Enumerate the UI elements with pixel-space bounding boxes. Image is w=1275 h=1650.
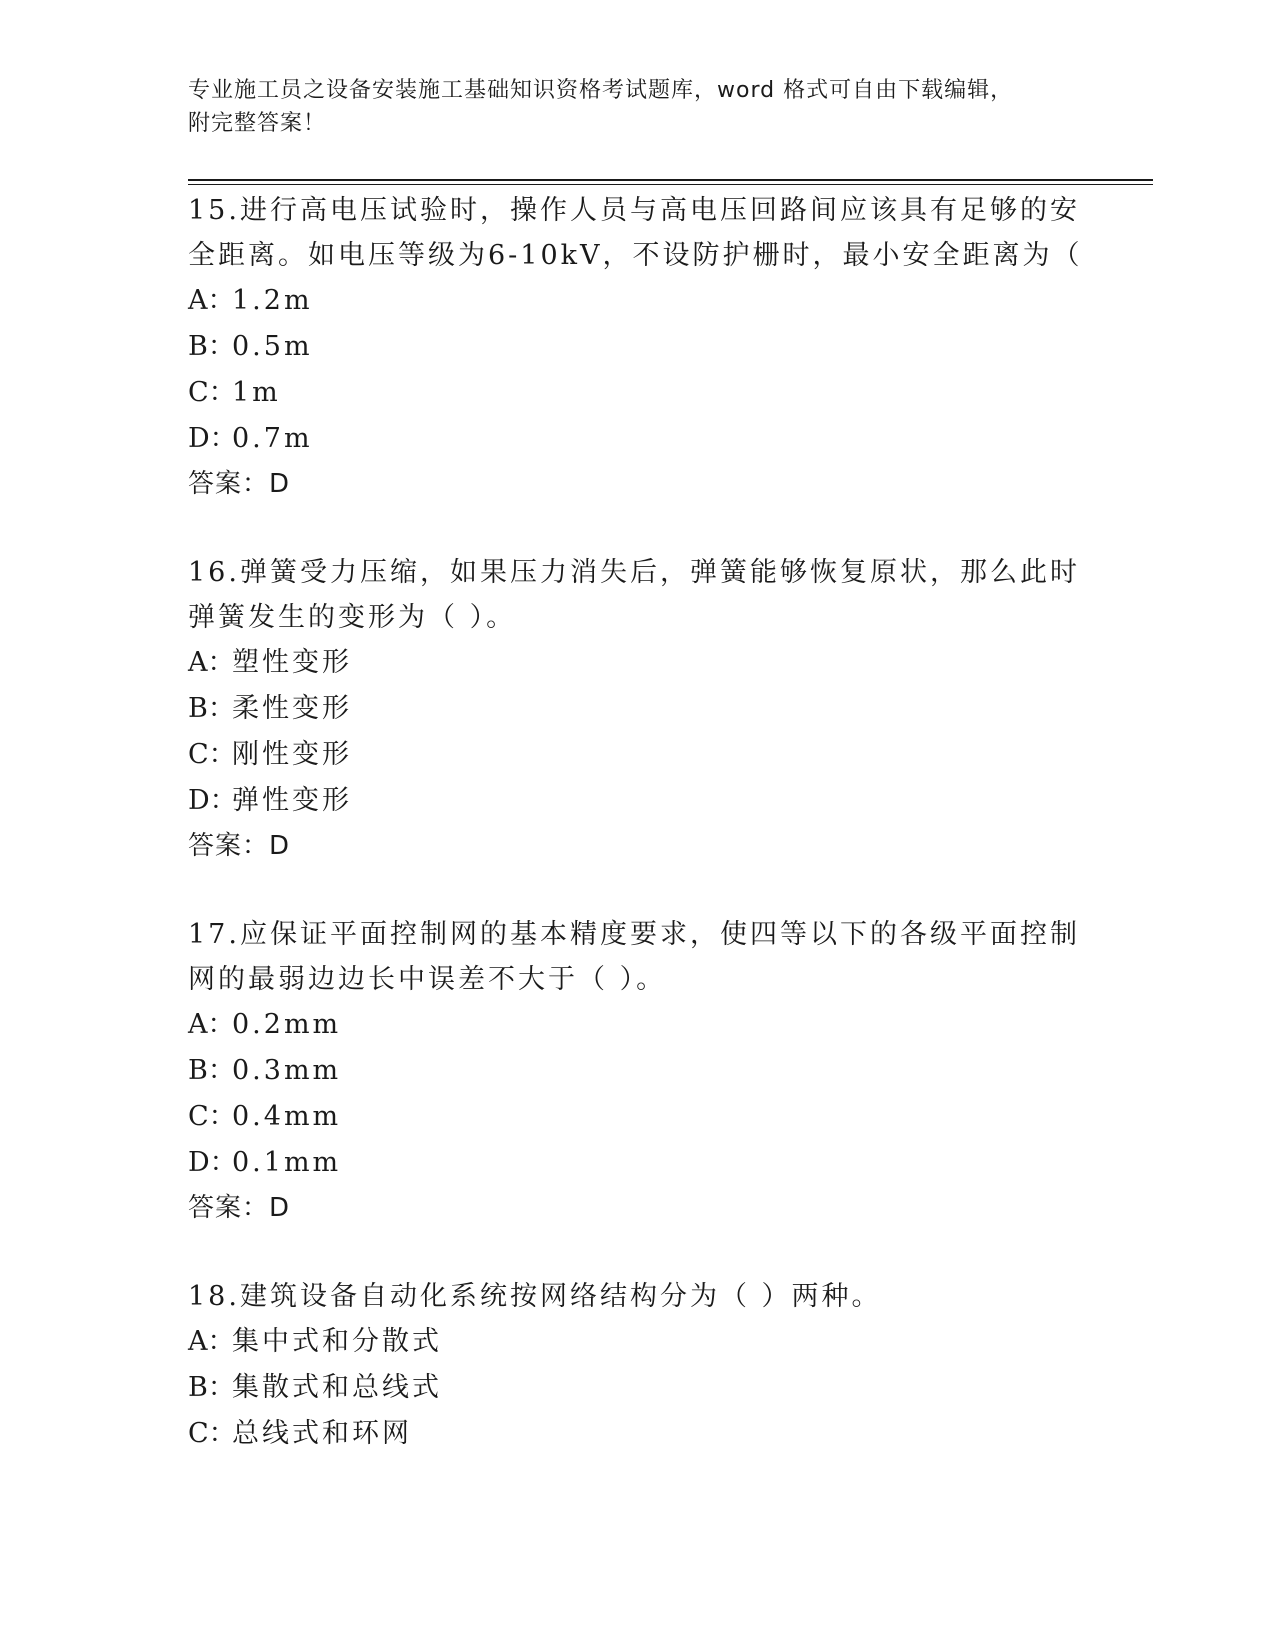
option-letter: B： bbox=[188, 1372, 235, 1403]
option-b bbox=[188, 1048, 1088, 1094]
header-divider-thin bbox=[188, 184, 1153, 185]
option-a bbox=[188, 278, 1088, 324]
option-a bbox=[188, 1002, 1088, 1048]
option-letter: C： bbox=[188, 1418, 236, 1449]
option-c bbox=[188, 732, 1088, 778]
header-title-line-2: 附完整答案！ bbox=[188, 111, 327, 136]
answer-line: 答案：D bbox=[188, 1193, 291, 1223]
option-letter: D： bbox=[188, 785, 237, 816]
option-d bbox=[188, 416, 1088, 462]
option-text: 0.4mm bbox=[232, 1101, 342, 1132]
option-text: 弹性变形 bbox=[232, 785, 352, 816]
option-a bbox=[188, 640, 1088, 686]
header-divider-thick bbox=[188, 179, 1153, 181]
option-text: 0.5m bbox=[232, 331, 313, 362]
option-d bbox=[188, 778, 1088, 824]
option-c bbox=[188, 370, 1088, 416]
option-letter: B： bbox=[188, 693, 235, 724]
option-letter: D： bbox=[188, 1147, 237, 1178]
option-text: 柔性变形 bbox=[232, 693, 352, 724]
question-text: 17.应保证平面控制网的基本精度要求，使四等以下的各级平面控制网的最弱边边长中误差不大于（ ）。 bbox=[188, 919, 1080, 995]
option-text: 0.3mm bbox=[232, 1055, 342, 1086]
option-letter: A： bbox=[188, 1009, 235, 1040]
option-text: 0.1mm bbox=[232, 1147, 342, 1178]
option-letter: C： bbox=[188, 377, 236, 408]
option-letter: B： bbox=[188, 331, 235, 362]
option-a bbox=[188, 1319, 1088, 1365]
question-15 bbox=[188, 188, 1088, 506]
option-text: 1m bbox=[232, 377, 281, 408]
option-letter: B： bbox=[188, 1055, 235, 1086]
question-text: 18.建筑设备自动化系统按网络结构分为（ ）两种。 bbox=[188, 1281, 882, 1312]
option-b bbox=[188, 1365, 1088, 1411]
option-text: 塑性变形 bbox=[232, 647, 352, 678]
option-text: 集中式和分散式 bbox=[232, 1326, 442, 1357]
document-header bbox=[188, 74, 1088, 140]
option-letter: A： bbox=[188, 1326, 235, 1357]
option-text: 集散式和总线式 bbox=[232, 1372, 442, 1403]
option-c bbox=[188, 1094, 1088, 1140]
option-b bbox=[188, 686, 1088, 732]
answer-line: 答案：D bbox=[188, 831, 291, 861]
question-text: 15.进行高电压试验时，操作人员与高电压回路间应该具有足够的安全距离。如电压等级为6-10kV，不设防护栅时，最小安全距离为（ bbox=[188, 195, 1083, 271]
option-b bbox=[188, 324, 1088, 370]
option-c bbox=[188, 1411, 1088, 1457]
option-text: 刚性变形 bbox=[232, 739, 352, 770]
option-letter: C： bbox=[188, 739, 236, 770]
question-17 bbox=[188, 912, 1088, 1230]
option-letter: A： bbox=[188, 285, 235, 316]
option-text: 0.7m bbox=[232, 423, 313, 454]
question-text: 16.弹簧受力压缩，如果压力消失后，弹簧能够恢复原状，那么此时弹簧发生的变形为（ ）。 bbox=[188, 557, 1080, 633]
option-letter: D： bbox=[188, 423, 237, 454]
question-18 bbox=[188, 1274, 1088, 1457]
answer-line: 答案：D bbox=[188, 469, 291, 499]
option-text: 总线式和环网 bbox=[232, 1418, 412, 1449]
header-title-line-1: 专业施工员之设备安装施工基础知识资格考试题库，word 格式可自由下载编辑， bbox=[188, 78, 1014, 103]
option-letter: A： bbox=[188, 647, 235, 678]
option-d bbox=[188, 1140, 1088, 1186]
option-text: 0.2mm bbox=[232, 1009, 342, 1040]
option-text: 1.2m bbox=[232, 285, 313, 316]
option-letter: C： bbox=[188, 1101, 236, 1132]
question-16 bbox=[188, 550, 1088, 868]
question-list bbox=[188, 188, 1088, 1501]
